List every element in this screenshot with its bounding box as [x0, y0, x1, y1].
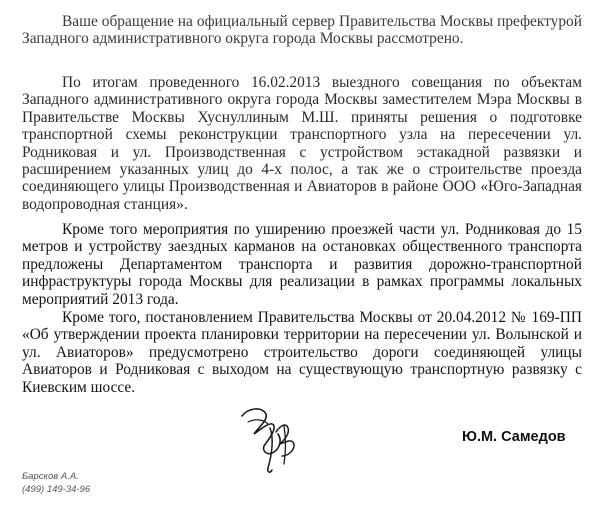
paragraph-4: Кроме того, постановлением Правительства Москвы от 20.04.2012 № 169-ПП «Об утверждении проекта планировки территории на пересечении ул. Волынской и ул. Авиаторов» предусмотрено строительство дороги соединяющей улицы Авиаторов и Родниковая с выходом на существующую транспортную развязку с Киевским шоссе. [22, 309, 582, 396]
signer-name: Ю.М. Самедов [462, 429, 566, 445]
paragraph-3: Кроме того мероприятия по уширению проезжей части ул. Родниковая до 15 метров и устройству заездных карманов на остановках общественного транспорта предложены Департаментом транспорта и развития дорожно-транспортной инфраструктуры города Москвы для реализации в рамках программы локальных мероприятий 2013 года. [22, 221, 582, 308]
executor-info [22, 470, 90, 496]
executor-phone: (499) 149-34-96 [22, 484, 91, 495]
handwritten-signature-icon [228, 398, 308, 478]
paragraph-2: По итогам проведенного 16.02.2013 выездного совещания по объектам Западного административного округа города Москвы заместителем Мэра Москвы в Правительстве Москвы Хуснуллиным М.Ш. приняты решения о подготовке транспортной схемы реконструкции транспортного узла на пересечении ул. Родниковая и ул. Производственная с устройством эстакадной развязки и расширением указанных улиц до 4-х полос, а так же о строительстве проезда соединяющего улицы Производственная и Авиаторов в районе ООО «Юго-Западная водопроводная станция». [22, 74, 582, 213]
executor-name: Барсков А.А. [22, 471, 79, 482]
paragraph-1: Ваше обращение на официальный сервер Правительства Москвы префектурой Западного административного округа города Москвы рассмотрено. [22, 13, 582, 48]
